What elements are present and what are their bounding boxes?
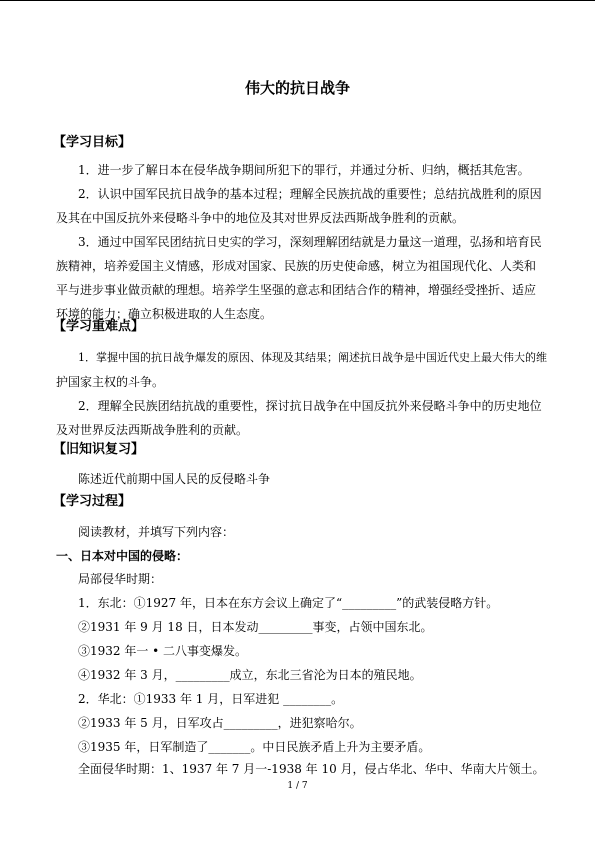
key-point-line: 2．理解全民族团结抗战的重要性，探讨抗日战争在中国反抗外来侵略斗争中的历史地位 [78,399,542,413]
process-line: ③1935 年，日军制造了_______。中日民族矛盾上升为主要矛盾。 [78,740,431,754]
goal-line: 平与进步事业做贡献的理想。培养学生坚强的意志和团结合作的精神，增强经受挫折、适应 [56,283,537,297]
process-line: ②1931 年 9 月 18 日，日本发动_________事变，占领中国东北。 [78,620,433,634]
goal-line: 及其在中国反抗外来侵略斗争中的地位及其对世界反法西斯战争胜利的贡献。 [56,211,465,225]
process-subheading: 一、日本对中国的侵略： [56,549,189,563]
process-line: 全面侵华时期：1、1937 年 7 月一-1938 年 10 月，侵占华北、华中、华南大片领土。 [78,762,545,776]
section-heading-key-points: 【学习重难点】 [53,319,145,334]
process-line: 2．华北：①1933 年 1 月，日军进犯 ________。 [78,692,344,706]
process-line: 1．东北：①1927 年，日本在东方会议上确定了“_________”的武装侵略方针。 [78,596,499,610]
section-heading-goals: 【学习目标】 [53,135,132,150]
process-line: ③1932 年一 • 二八事变爆发。 [78,644,248,658]
process-line: 阅读教材，并填写下列内容： [78,525,235,539]
goal-line: 1．进一步了解日本在侵华战争期间所犯下的罪行，并通过分析、归纳，概括其危害。 [78,163,530,177]
goal-line: 3．通过中国军民团结抗日史实的学习，深刻理解团结就是力量这一道理，弘扬和培育民 [78,235,542,249]
section-heading-review: 【旧知识复习】 [53,442,145,457]
goal-line: 2．认识中国军民抗日战争的基本过程；理解全民族抗战的重要性；总结抗战胜利的原因 [78,187,542,201]
key-point-line: 及对世界反法西斯战争胜利的贡献。 [56,423,249,437]
key-point-line: 1．掌握中国的抗日战争爆发的原因、体现及其结果；阐述抗日战争是中国近代史上最大伟大的维 [78,351,547,364]
section-heading-process: 【学习过程】 [53,494,132,509]
header-rule [0,0,595,1]
page-number: 1 / 7 [287,781,308,791]
review-line: 陈述近代前期中国人民的反侵略斗争 [78,472,271,486]
page-title: 伟大的抗日战争 [244,79,350,97]
goal-line: 环境的能力；确立积极进取的人生态度。 [56,307,273,321]
process-line: ②1933 年 5 月，日军攻占_________，进犯察哈尔。 [78,716,362,730]
process-line: ④1932 年 3 月，_________成立，东北三省沦为日本的殖民地。 [78,668,422,682]
process-line: 局部侵华时期： [78,572,163,586]
key-point-line: 护国家主权的斗争。 [56,375,165,389]
goal-line: 族精神，培养爱国主义情感，形成对国家、民族的历史使命感，树立为祖国现代化、人类和 [56,259,537,273]
